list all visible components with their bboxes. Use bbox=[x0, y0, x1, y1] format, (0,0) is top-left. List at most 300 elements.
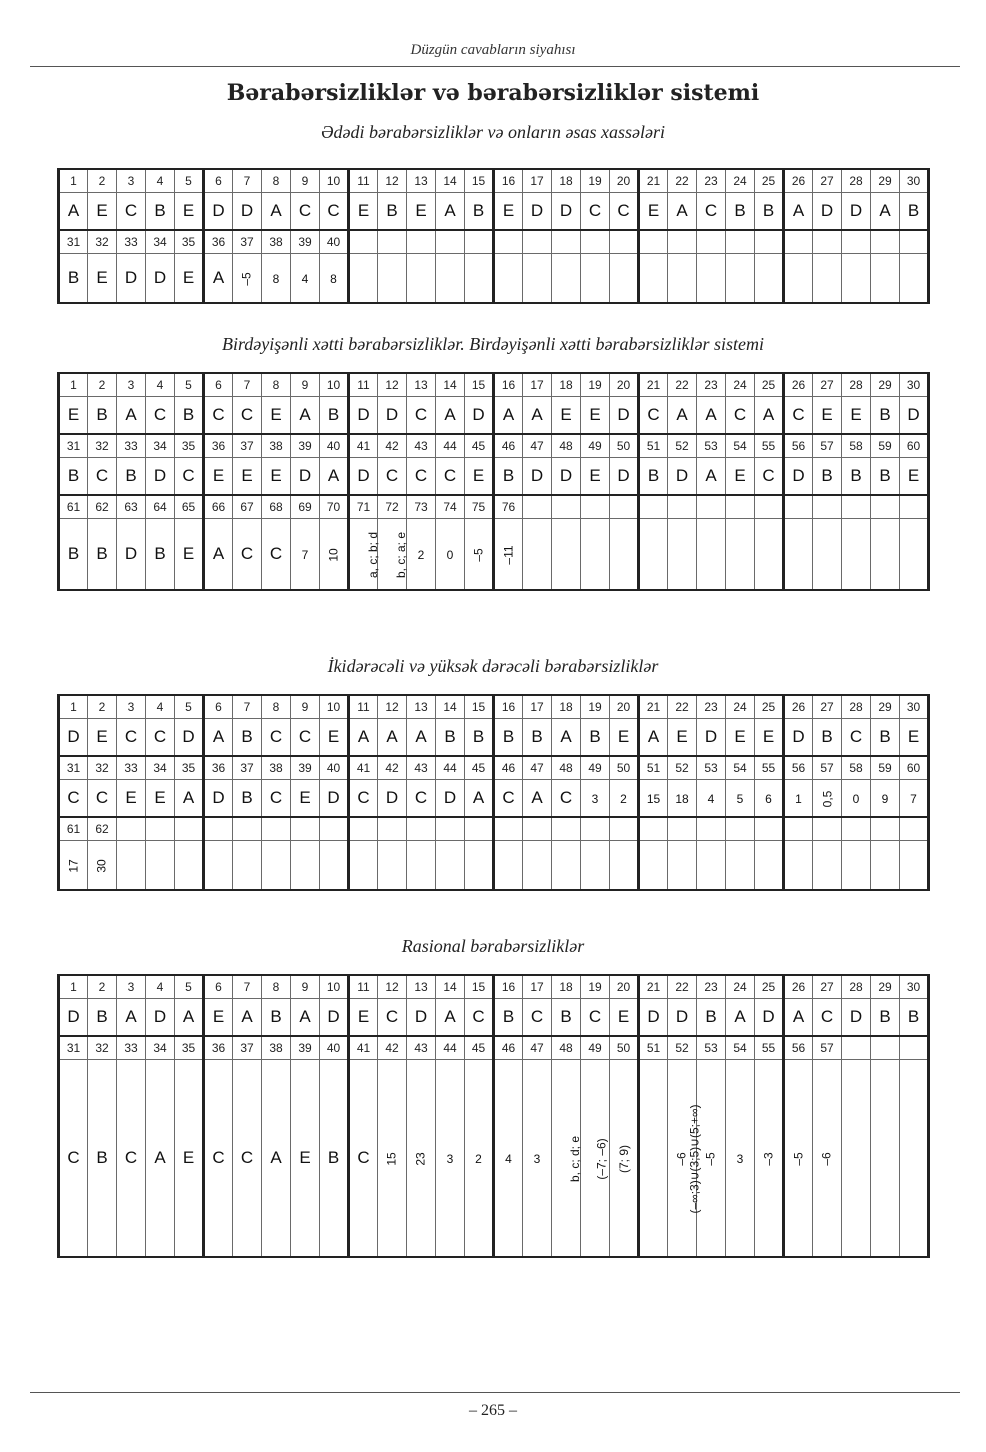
answer-value: D bbox=[559, 201, 573, 220]
answer-cell bbox=[262, 254, 291, 304]
answer-cell bbox=[523, 999, 552, 1037]
question-number-cell: 60 bbox=[900, 756, 929, 780]
answer-cell bbox=[291, 254, 320, 304]
answer-cell bbox=[900, 999, 929, 1037]
answer-value: D bbox=[240, 201, 254, 220]
answer-value: C bbox=[95, 788, 109, 807]
answer-cell bbox=[726, 719, 755, 757]
answer-value: C bbox=[414, 466, 428, 485]
question-number-cell: 30 bbox=[900, 373, 929, 397]
question-number-cell: 39 bbox=[291, 434, 320, 458]
answer-cell bbox=[436, 519, 465, 591]
answer-value: C bbox=[414, 405, 428, 424]
answer-value: A bbox=[705, 405, 717, 424]
answer-value: A bbox=[502, 405, 515, 424]
answer-value: C bbox=[269, 788, 283, 807]
answer-cell bbox=[610, 719, 639, 757]
answer-cell bbox=[668, 841, 697, 891]
answer-value: D bbox=[559, 466, 573, 485]
answer-cell bbox=[204, 780, 233, 818]
answer-value: B bbox=[502, 727, 515, 746]
question-number-cell: 4 bbox=[146, 695, 175, 719]
answer-value: a, c; b; d bbox=[366, 531, 381, 579]
answer-cell bbox=[88, 458, 117, 496]
question-number-cell: 34 bbox=[146, 230, 175, 254]
answer-value: C bbox=[269, 544, 283, 563]
answer-cell bbox=[407, 193, 436, 231]
answer-cell bbox=[407, 780, 436, 818]
question-number-cell: 29 bbox=[871, 975, 900, 999]
answer-cell bbox=[88, 999, 117, 1037]
answer-cell bbox=[291, 458, 320, 496]
answer-value: E bbox=[647, 201, 660, 220]
question-number-cell: 57 bbox=[813, 756, 842, 780]
question-number-cell: 46 bbox=[494, 1036, 523, 1060]
answer-value: C bbox=[212, 1148, 225, 1167]
question-number-cell: 20 bbox=[610, 695, 639, 719]
answer-value: D bbox=[530, 201, 544, 220]
answer-value: B bbox=[850, 466, 862, 485]
answer-cell bbox=[320, 1060, 349, 1258]
answer-cell bbox=[175, 1060, 204, 1258]
answer-cell bbox=[494, 999, 523, 1037]
answer-cell bbox=[610, 780, 639, 818]
answer-value: D bbox=[443, 788, 457, 807]
question-number-cell: 47 bbox=[523, 756, 552, 780]
footer-rule bbox=[30, 1392, 960, 1393]
question-number-cell: 1 bbox=[59, 373, 88, 397]
question-number-cell: 24 bbox=[726, 975, 755, 999]
question-number-cell: 44 bbox=[436, 1036, 465, 1060]
answer-value: A bbox=[444, 405, 456, 424]
answer-cell bbox=[842, 1060, 871, 1258]
answer-value: B bbox=[762, 201, 775, 220]
answer-cell bbox=[59, 719, 88, 757]
answer-cell bbox=[465, 780, 494, 818]
answer-value: –11 bbox=[501, 545, 516, 565]
answer-value: 3 bbox=[591, 792, 599, 806]
answer-row bbox=[59, 397, 929, 435]
question-number-cell bbox=[610, 817, 639, 841]
answer-cell bbox=[378, 780, 407, 818]
answer-value: B bbox=[879, 1007, 891, 1026]
answer-table-numeric-inequalities bbox=[57, 168, 930, 304]
question-number-cell: 24 bbox=[726, 169, 755, 193]
answer-cell bbox=[146, 254, 175, 304]
answer-cell bbox=[784, 458, 813, 496]
answer-value: E bbox=[676, 727, 688, 746]
answer-value: E bbox=[96, 727, 108, 746]
answer-value: B bbox=[444, 727, 456, 746]
question-number-cell: 72 bbox=[378, 495, 407, 519]
answer-value: C bbox=[588, 201, 602, 220]
question-number-row bbox=[59, 817, 929, 841]
answer-cell bbox=[349, 719, 378, 757]
answer-cell bbox=[639, 519, 668, 591]
question-number-cell: 48 bbox=[552, 1036, 581, 1060]
answer-cell bbox=[262, 397, 291, 435]
question-number-cell: 29 bbox=[871, 169, 900, 193]
answer-cell bbox=[204, 519, 233, 591]
answer-cell bbox=[175, 719, 204, 757]
answer-value: A bbox=[647, 727, 660, 746]
question-number-cell: 40 bbox=[320, 434, 349, 458]
answer-cell bbox=[117, 519, 146, 591]
question-number-cell: 15 bbox=[465, 373, 494, 397]
answer-value: B bbox=[241, 788, 253, 807]
answer-cell bbox=[871, 193, 900, 231]
question-number-row bbox=[59, 169, 929, 193]
question-number-cell: 74 bbox=[436, 495, 465, 519]
question-number-cell: 5 bbox=[175, 695, 204, 719]
question-number-cell: 21 bbox=[639, 373, 668, 397]
answer-cell bbox=[523, 458, 552, 496]
question-number-cell bbox=[552, 495, 581, 519]
answer-cell bbox=[581, 1060, 610, 1258]
answer-cell bbox=[349, 254, 378, 304]
answer-value: C bbox=[153, 405, 167, 424]
answer-value: B bbox=[502, 466, 515, 485]
answer-value: 9 bbox=[881, 792, 889, 806]
question-number-cell: 31 bbox=[59, 434, 88, 458]
answer-cell bbox=[349, 193, 378, 231]
question-number-cell: 5 bbox=[175, 169, 204, 193]
question-number-cell: 28 bbox=[842, 695, 871, 719]
answer-cell bbox=[784, 999, 813, 1037]
question-number-cell: 15 bbox=[465, 695, 494, 719]
answer-cell bbox=[146, 519, 175, 591]
question-number-cell: 19 bbox=[581, 373, 610, 397]
question-number-cell: 4 bbox=[146, 975, 175, 999]
answer-cell bbox=[697, 254, 726, 304]
answer-cell bbox=[175, 780, 204, 818]
question-number-cell: 49 bbox=[581, 1036, 610, 1060]
question-number-cell bbox=[871, 230, 900, 254]
answer-value: B bbox=[472, 201, 485, 220]
answer-value: E bbox=[299, 1148, 311, 1167]
answer-row bbox=[59, 458, 929, 496]
answer-cell bbox=[900, 254, 929, 304]
question-number-cell bbox=[175, 817, 204, 841]
answer-cell bbox=[610, 999, 639, 1037]
question-number-cell: 25 bbox=[755, 695, 784, 719]
question-number-cell: 70 bbox=[320, 495, 349, 519]
running-header: Düzgün cavabların siyahısı bbox=[410, 42, 576, 58]
answer-value: E bbox=[415, 201, 427, 220]
question-number-row bbox=[59, 695, 929, 719]
question-number-cell: 26 bbox=[784, 169, 813, 193]
question-number-cell: 33 bbox=[117, 756, 146, 780]
answer-value: D bbox=[182, 727, 195, 746]
question-number-cell: 6 bbox=[204, 975, 233, 999]
answer-value: D bbox=[792, 466, 805, 485]
question-number-cell bbox=[842, 1036, 871, 1060]
answer-value: E bbox=[850, 405, 862, 424]
question-number-cell: 59 bbox=[871, 434, 900, 458]
answer-value: B bbox=[96, 405, 108, 424]
answer-cell bbox=[436, 719, 465, 757]
answer-value: B bbox=[241, 727, 253, 746]
answer-cell bbox=[88, 1060, 117, 1258]
question-number-cell: 6 bbox=[204, 373, 233, 397]
answer-cell bbox=[523, 780, 552, 818]
answer-cell bbox=[842, 999, 871, 1037]
answer-cell bbox=[262, 1060, 291, 1258]
answer-value: D bbox=[212, 788, 225, 807]
question-number-cell: 3 bbox=[117, 695, 146, 719]
answer-cell bbox=[639, 1060, 702, 1258]
answer-value: –5 bbox=[791, 1152, 806, 1166]
answer-value: E bbox=[241, 466, 253, 485]
answer-value: B bbox=[67, 544, 80, 563]
answer-cell bbox=[117, 1060, 146, 1258]
answer-value: A bbox=[705, 466, 717, 485]
question-number-cell: 37 bbox=[233, 756, 262, 780]
answer-cell bbox=[291, 999, 320, 1037]
question-number-cell: 7 bbox=[233, 695, 262, 719]
answer-value: E bbox=[734, 727, 746, 746]
answer-value: 5 bbox=[736, 792, 744, 806]
answer-value: B bbox=[502, 1007, 515, 1026]
answer-value: C bbox=[820, 1007, 834, 1026]
answer-cell bbox=[871, 780, 900, 818]
answer-cell bbox=[813, 397, 842, 435]
question-number-cell: 11 bbox=[349, 373, 378, 397]
answer-value: A bbox=[270, 201, 282, 220]
question-number-cell: 16 bbox=[494, 169, 523, 193]
answer-cell bbox=[378, 397, 407, 435]
answer-cell bbox=[59, 519, 88, 591]
answer-cell bbox=[291, 519, 320, 591]
answer-value: A bbox=[444, 1007, 456, 1026]
answer-value: E bbox=[154, 788, 166, 807]
answer-value: 18 bbox=[675, 792, 689, 806]
question-number-cell: 63 bbox=[117, 495, 146, 519]
question-number-cell: 49 bbox=[581, 434, 610, 458]
question-number-cell: 51 bbox=[639, 756, 668, 780]
answer-cell bbox=[378, 841, 407, 891]
question-number-cell bbox=[552, 230, 581, 254]
answer-cell bbox=[726, 780, 755, 818]
answer-value: E bbox=[502, 201, 515, 220]
question-number-cell: 32 bbox=[88, 1036, 117, 1060]
question-number-cell: 7 bbox=[233, 373, 262, 397]
section-title-4: Rasional bərabərsizliklər bbox=[401, 936, 585, 956]
answer-value: D bbox=[675, 1007, 689, 1026]
answer-value: C bbox=[792, 405, 805, 424]
answer-cell bbox=[697, 780, 726, 818]
answer-cell bbox=[204, 458, 233, 496]
answer-cell bbox=[465, 719, 494, 757]
question-number-cell: 23 bbox=[697, 169, 726, 193]
answer-cell bbox=[204, 193, 233, 231]
question-number-cell: 61 bbox=[59, 817, 88, 841]
answer-cell bbox=[204, 841, 233, 891]
question-number-cell: 71 bbox=[349, 495, 378, 519]
question-number-cell: 28 bbox=[842, 169, 871, 193]
answer-value: 3 bbox=[446, 1152, 454, 1166]
answer-cell bbox=[146, 780, 175, 818]
question-number-cell: 56 bbox=[784, 1036, 813, 1060]
answer-cell bbox=[262, 193, 291, 231]
answer-value: 7 bbox=[301, 548, 309, 562]
answer-cell bbox=[813, 254, 842, 304]
question-number-cell: 41 bbox=[349, 1036, 378, 1060]
question-number-cell bbox=[610, 230, 639, 254]
answer-value: C bbox=[95, 466, 109, 485]
answer-cell bbox=[784, 254, 813, 304]
question-number-cell bbox=[900, 817, 929, 841]
answer-value: 1 bbox=[795, 792, 802, 806]
question-number-cell bbox=[552, 817, 581, 841]
answer-cell bbox=[552, 519, 581, 591]
answer-value: D bbox=[124, 544, 138, 563]
answer-cell bbox=[320, 254, 349, 304]
question-number-cell: 61 bbox=[59, 495, 88, 519]
answer-cell bbox=[291, 780, 320, 818]
answer-value: B bbox=[96, 1007, 108, 1026]
answer-value: A bbox=[182, 788, 195, 807]
answer-value: D bbox=[762, 1007, 775, 1026]
question-number-cell: 22 bbox=[668, 695, 697, 719]
answer-cell bbox=[378, 519, 407, 591]
answer-cell bbox=[291, 841, 320, 891]
answer-value: B bbox=[327, 405, 340, 424]
question-number-cell: 13 bbox=[407, 695, 436, 719]
question-number-cell: 33 bbox=[117, 1036, 146, 1060]
question-number-cell: 35 bbox=[175, 756, 204, 780]
answer-value: –5 bbox=[471, 548, 486, 562]
question-number-cell bbox=[465, 230, 494, 254]
answer-cell bbox=[233, 841, 262, 891]
answer-value: 2 bbox=[417, 548, 425, 562]
question-number-cell: 55 bbox=[755, 434, 784, 458]
answer-cell bbox=[581, 841, 610, 891]
question-number-cell bbox=[668, 230, 697, 254]
answer-cell bbox=[523, 1060, 552, 1258]
question-number-cell: 18 bbox=[552, 695, 581, 719]
answer-value: E bbox=[589, 405, 601, 424]
question-number-cell bbox=[523, 817, 552, 841]
answer-cell bbox=[88, 519, 117, 591]
answer-cell bbox=[233, 519, 262, 591]
answer-value: 2 bbox=[620, 792, 627, 806]
question-number-cell: 20 bbox=[610, 373, 639, 397]
answer-cell bbox=[900, 780, 929, 818]
answer-value: 7 bbox=[910, 792, 917, 806]
answer-cell bbox=[465, 458, 494, 496]
question-number-cell: 7 bbox=[233, 975, 262, 999]
question-number-cell: 57 bbox=[813, 434, 842, 458]
answer-cell bbox=[581, 999, 610, 1037]
answer-value: B bbox=[879, 466, 891, 485]
question-number-cell: 24 bbox=[726, 695, 755, 719]
answer-value: 4 bbox=[505, 1152, 512, 1166]
answer-cell bbox=[436, 1060, 465, 1258]
answer-value: A bbox=[560, 727, 572, 746]
answer-cell bbox=[552, 458, 581, 496]
answer-value: C bbox=[472, 1007, 485, 1026]
answer-cell bbox=[610, 397, 639, 435]
page-number: – 265 – bbox=[469, 1402, 517, 1419]
question-number-cell: 3 bbox=[117, 975, 146, 999]
question-number-cell: 53 bbox=[697, 434, 726, 458]
question-number-cell bbox=[813, 495, 842, 519]
answer-value: C bbox=[67, 1148, 80, 1167]
question-number-cell: 62 bbox=[88, 495, 117, 519]
answer-cell bbox=[146, 999, 175, 1037]
question-number-cell: 11 bbox=[349, 695, 378, 719]
answer-value: E bbox=[67, 405, 80, 424]
answer-cell bbox=[59, 458, 88, 496]
answer-value: E bbox=[762, 727, 775, 746]
answer-value: B bbox=[907, 1007, 920, 1026]
answer-cell bbox=[175, 397, 204, 435]
answer-cell bbox=[755, 254, 784, 304]
question-number-cell: 32 bbox=[88, 756, 117, 780]
answer-value: D bbox=[907, 405, 920, 424]
question-number-cell bbox=[639, 495, 668, 519]
question-number-cell bbox=[378, 230, 407, 254]
answer-cell bbox=[262, 780, 291, 818]
question-number-cell: 54 bbox=[726, 434, 755, 458]
question-number-cell: 38 bbox=[262, 756, 291, 780]
answer-cell bbox=[88, 397, 117, 435]
question-number-cell: 69 bbox=[291, 495, 320, 519]
answer-value: C bbox=[153, 727, 167, 746]
question-number-cell: 38 bbox=[262, 1036, 291, 1060]
question-number-cell: 22 bbox=[668, 373, 697, 397]
question-number-cell bbox=[523, 495, 552, 519]
answer-row bbox=[59, 719, 929, 757]
answer-cell bbox=[378, 458, 407, 496]
question-number-cell: 6 bbox=[204, 169, 233, 193]
question-number-cell: 48 bbox=[552, 434, 581, 458]
question-number-cell: 30 bbox=[900, 975, 929, 999]
answer-cell bbox=[581, 458, 610, 496]
answer-cell bbox=[494, 519, 523, 591]
answer-cell bbox=[349, 1060, 378, 1258]
question-number-cell: 21 bbox=[639, 695, 668, 719]
answer-cell bbox=[146, 841, 175, 891]
answer-cell bbox=[668, 780, 697, 818]
question-number-cell: 49 bbox=[581, 756, 610, 780]
question-number-cell: 25 bbox=[755, 373, 784, 397]
answer-cell bbox=[407, 519, 436, 591]
answer-cell bbox=[436, 780, 465, 818]
answer-value: 8 bbox=[272, 272, 280, 286]
answer-cell bbox=[175, 519, 204, 591]
question-number-cell: 40 bbox=[320, 1036, 349, 1060]
answer-value: E bbox=[299, 788, 311, 807]
answer-value: B bbox=[386, 201, 398, 220]
answer-value: C bbox=[327, 201, 340, 220]
answer-cell bbox=[755, 1060, 784, 1258]
question-number-cell: 32 bbox=[88, 434, 117, 458]
answer-cell bbox=[204, 719, 233, 757]
answer-cell bbox=[407, 841, 436, 891]
question-number-cell: 46 bbox=[494, 434, 523, 458]
answer-value: A bbox=[415, 727, 427, 746]
answer-cell bbox=[842, 193, 871, 231]
answer-cell bbox=[204, 397, 233, 435]
question-number-cell: 57 bbox=[813, 1036, 842, 1060]
answer-cell bbox=[900, 458, 929, 496]
question-number-cell: 50 bbox=[610, 1036, 639, 1060]
question-number-cell: 35 bbox=[175, 434, 204, 458]
question-number-cell: 40 bbox=[320, 756, 349, 780]
question-number-cell bbox=[639, 230, 668, 254]
